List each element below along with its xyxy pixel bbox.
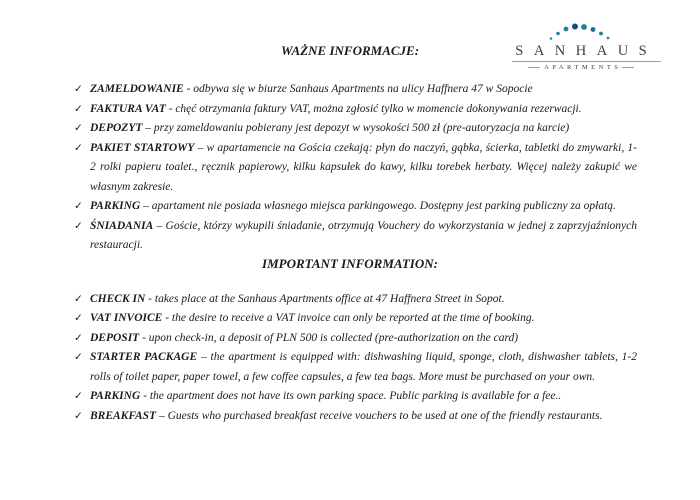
list-item-faktura-vat	[63, 100, 637, 120]
item-text: - chęć otrzymania faktury VAT, można zgłosić tylko w momencie dokonywania rezerwacji.	[168, 102, 582, 115]
item-label: BREAKFAST	[90, 409, 157, 422]
list-item-parking-pl	[63, 197, 637, 217]
list-item-parking-en	[63, 387, 637, 407]
item-label: DEPOZYT	[90, 122, 143, 134]
checkmark-icon: ✓	[74, 220, 83, 232]
item-text: – Goście, którzy wykupili śniadanie, otrzymują Vouchery do wykorzystania w jednej z zaprzyjaźnionych restauracji.	[90, 219, 637, 251]
logo-subtitle: APARTMENTS	[544, 64, 622, 71]
item-text: – the apartment is equipped with: dishwashing liquid, sponge, cloth, dishwasher tablets, 1-2 rolls of toilet paper, paper towel, a few coffee capsules, a few tea bags. More must be purchased on your own.	[90, 351, 637, 383]
list-item-check-in	[63, 290, 637, 310]
item-label: PARKING	[90, 200, 141, 212]
list-item-pakiet-startowy	[63, 139, 637, 198]
item-text: – Guests who purchased breakfast receive vouchers to be used at one of the friendly restaurants.	[158, 409, 603, 422]
logo-rule-right	[622, 67, 634, 68]
item-label: DEPOSIT	[90, 331, 140, 344]
checkmark-icon: ✓	[74, 352, 83, 363]
list-item-breakfast	[63, 407, 637, 427]
item-text: - the apartment does not have its own parking space. Public parking is available for a fee..	[143, 390, 562, 402]
checkmark-icon: ✓	[74, 123, 83, 134]
checkmark-icon: ✓	[74, 293, 83, 305]
section-english	[63, 256, 637, 427]
checkmark-icon: ✓	[74, 142, 83, 154]
checkmark-icon: ✓	[74, 201, 83, 212]
checkmark-icon: ✓	[74, 313, 83, 324]
item-text: - odbywa się w biurze Sanhaus Apartments na ulicy Haffnera 47 w Sopocie	[186, 83, 533, 95]
list-item-zameldowanie	[63, 80, 637, 100]
item-text: - takes place at the Sanhaus Apartments office at 47 Haffnera Street in Sopot.	[148, 292, 505, 305]
list-polish	[63, 80, 637, 256]
item-label: VAT INVOICE	[90, 312, 163, 324]
item-text: – apartament nie posiada własnego miejsca parkingowego. Dostępny jest parking publiczny za opłatą.	[143, 200, 616, 212]
checkmark-icon: ✓	[74, 410, 83, 422]
item-label: PAKIET STARTOWY	[90, 141, 195, 154]
item-text: - upon check-in, a deposit of PLN 500 is collected (pre-authorization on the card)	[142, 331, 519, 344]
list-item-starter-package	[63, 348, 637, 387]
section-heading-polish: WAŻNE INFORMACJE:	[280, 43, 420, 58]
checkmark-icon: ✓	[74, 84, 83, 95]
item-text: - the desire to receive a VAT invoice can only be reported at the time of booking.	[165, 312, 535, 324]
list-item-depozyt	[63, 119, 637, 139]
logo	[512, 22, 658, 71]
list-item-vat-invoice	[63, 309, 637, 329]
list-english	[63, 290, 637, 427]
checkmark-icon: ✓	[74, 332, 83, 344]
checkmark-icon: ✓	[74, 103, 83, 115]
list-item-deposit	[63, 329, 637, 349]
item-label: PARKING	[90, 390, 141, 402]
logo-dots-icon	[546, 22, 616, 42]
item-label: CHECK IN	[90, 292, 146, 305]
item-label: ŚNIADANIA	[90, 219, 154, 232]
section-heading-english: IMPORTANT INFORMATION:	[262, 255, 438, 271]
item-label: STARTER PACKAGE	[90, 351, 198, 363]
item-text: – przy zameldowaniu pobierany jest depozyt w wysokości 500 zł (pre-autoryzacja na karcie)	[145, 122, 570, 134]
logo-name: SANHAUS	[512, 43, 661, 62]
item-label: ZAMELDOWANIE	[90, 83, 184, 95]
item-text: – w apartamencie na Gościa czekają: płyn do naczyń, gąbka, ścierka, tabletki do zmywarki, 1-2 rolki papieru toalet., ręcznik papierowy, kilku kapsułek do kawy, kilku torebek herbaty. Więcej należy zakupić we własnym zakresie.	[90, 141, 637, 193]
checkmark-icon: ✓	[74, 391, 83, 402]
logo-rule-left	[528, 67, 540, 68]
list-item-sniadania	[63, 217, 637, 256]
item-label: FAKTURA VAT	[90, 102, 166, 115]
logo-subtitle-row	[512, 64, 650, 71]
